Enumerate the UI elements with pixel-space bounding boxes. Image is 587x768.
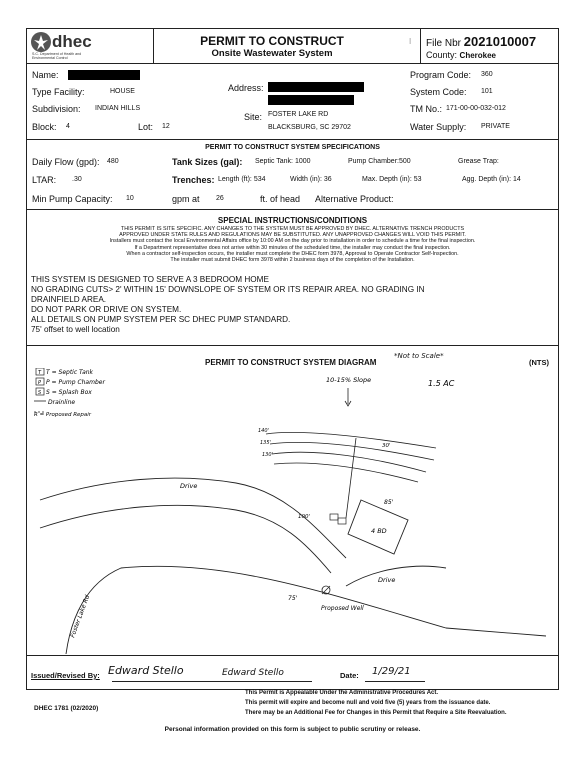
form-number: DHEC 1781 (02/2020): [34, 705, 99, 712]
divider: [27, 63, 558, 64]
house-label: 4 BD: [371, 527, 387, 535]
subdivision-label: Subdivision:: [32, 104, 81, 114]
legend-repair: R = Proposed Repair: [34, 412, 92, 418]
page-title: PERMIT TO CONSTRUCT: [200, 34, 344, 48]
logo-subtext: S.C. Department of Health and Environmental Control: [32, 52, 82, 60]
grease-trap-label: Grease Trap:: [458, 158, 499, 165]
pump-chamber-label: Pump Chamber:: [348, 158, 399, 165]
subdivision-value: INDIAN HILLS: [95, 105, 141, 112]
special-heading: SPECIAL INSTRUCTIONS/CONDITIONS: [217, 216, 368, 225]
expiry-notice: This permit will expire and become null and void five (5) years from the issuance date.: [245, 700, 491, 706]
conditions-list: [31, 275, 551, 335]
page-subtitle: Onsite Wastewater System: [211, 48, 333, 59]
dist-30: 30': [382, 443, 391, 449]
dist-100: 100': [298, 514, 311, 520]
block-label: Block:: [32, 122, 57, 132]
system-code-label: System Code:: [410, 87, 467, 97]
legend-tank-letter: T: [38, 370, 42, 376]
site-line-1: FOSTER LAKE RD: [268, 111, 329, 118]
issued-by-label: Issued/Revised By:: [31, 671, 100, 680]
lot-value: 12: [162, 123, 170, 130]
ltar-label: LTAR:: [32, 175, 57, 185]
dhec-logo: [30, 31, 120, 59]
divider: [27, 345, 558, 346]
water-supply-value: PRIVATE: [481, 123, 510, 130]
drive-edge-right: [346, 566, 446, 586]
divider: [27, 655, 558, 656]
min-pump-label: Min Pump Capacity:: [32, 194, 113, 204]
road-edge: [66, 566, 546, 654]
dist-75: 75': [288, 595, 298, 602]
issuer-name: Edward Stello: [222, 668, 284, 678]
special-terms-line: When a contractor self-inspection occurs, the installer must complete the DHEC form 3978, Approval to Operate Contractor Self-Inspection.: [126, 250, 459, 257]
file-number-value: 2021010007: [463, 34, 537, 49]
daily-flow-label: Daily Flow (gpd):: [32, 157, 100, 167]
max-depth-value: 53: [413, 176, 422, 183]
nts-label: (NTS): [529, 358, 549, 367]
system-code-value: 101: [481, 88, 493, 95]
drainline: [274, 463, 418, 482]
length-value: 534: [253, 176, 266, 183]
program-code-value: 360: [481, 71, 493, 78]
divider: [27, 209, 558, 210]
legend-pump: P = Pump Chamber: [46, 379, 105, 386]
dist-85: 85': [384, 499, 394, 506]
type-facility-label: Type Facility:: [32, 87, 85, 97]
alt-product-label: Alternative Product:: [315, 194, 394, 204]
drive-label-2: Drive: [378, 576, 396, 584]
special-terms-line: If a Department representative does not arrive within 30 minutes of the scheduled time, the installer may conduct the final inspection.: [134, 244, 451, 251]
condition-line: DO NOT PARK OR DRIVE ON SYSTEM.: [31, 305, 182, 314]
site-diagram: [26, 368, 559, 654]
county-label: County:: [426, 50, 458, 60]
septic-tank-label: Septic Tank:: [255, 158, 294, 165]
legend-splash: S = Splash Box: [46, 389, 92, 396]
ltar-value: .30: [72, 176, 82, 183]
min-pump-value: 10: [126, 195, 134, 202]
file-number-label: File Nbr: [426, 38, 462, 49]
block-value: 4: [66, 123, 70, 130]
not-to-scale-note: *Not to Scale*: [394, 352, 444, 360]
pump-chamber-field: [348, 158, 411, 165]
ft-head-label: ft. of head: [260, 194, 301, 204]
scan-mark: I: [409, 37, 412, 46]
privacy-notice: Personal information provided on this form is subject to public scrutiny or release.: [164, 726, 421, 733]
width-value: 36: [323, 176, 332, 183]
drive-label-1: Drive: [180, 482, 198, 490]
date-label: Date:: [340, 671, 359, 680]
signature-line: [112, 681, 312, 682]
slope-percent: 10-15% Slope: [326, 376, 372, 384]
legend-tank: T = Septic Tank: [46, 369, 94, 376]
pump-chamber-value: 500: [398, 158, 411, 165]
date-line: [365, 681, 425, 682]
agg-depth-label: Agg. Depth (in):: [462, 176, 512, 183]
divider: [420, 29, 421, 63]
issuer-signature: Edward Stello: [108, 664, 184, 677]
site-label: Site:: [244, 112, 263, 122]
max-depth-field: [362, 176, 422, 183]
county-value: Cherokee: [459, 51, 497, 60]
max-depth-label: Max. Depth (in):: [362, 176, 412, 183]
condition-line: 75' offset to well location: [31, 325, 120, 334]
program-code-label: Program Code:: [410, 70, 472, 80]
tm-label: TM No.:: [410, 104, 443, 114]
tm-value: 171-00-00-032-012: [446, 105, 506, 112]
specs-heading: PERMIT TO CONSTRUCT SYSTEM SPECIFICATIONS: [205, 144, 380, 151]
legend-pump-letter: P: [38, 380, 42, 386]
special-terms-line: The installer must submit DHEC form 3978 within 2 business days of the completion of the Installation.: [170, 257, 415, 264]
acreage-label: 1.5 AC: [428, 379, 455, 388]
trenches-label: Trenches:: [172, 175, 215, 185]
drainline: [272, 452, 426, 472]
legend-splash-letter: S: [38, 390, 42, 396]
condition-line: NO GRADING CUTS> 2' WITHIN 15' DOWNSLOPE OF SYSTEM OR ITS REPAIR AREA. NO GRADING IN: [31, 285, 425, 294]
length-label: Length (ft):: [218, 176, 252, 183]
dist-130: 130': [262, 452, 273, 458]
tank-sizes-label: Tank Sizes (gal):: [172, 157, 243, 167]
redacted-address: [268, 82, 364, 92]
divider: [27, 139, 558, 140]
appeal-notice: This Permit is Appealable Under the Administrative Procedures Act.: [245, 690, 439, 696]
palmetto-icon: [30, 31, 52, 53]
agg-depth-value: 14: [512, 176, 521, 183]
legend-drainline: Drainline: [48, 399, 76, 406]
width-label: Width (in):: [290, 176, 322, 183]
name-label: Name:: [32, 70, 59, 80]
well-label: Proposed Well: [321, 605, 364, 612]
address-label: Address:: [228, 83, 264, 93]
condition-line: ALL DETAILS ON PUMP SYSTEM PER SC DHEC PUMP STANDARD.: [31, 315, 291, 324]
agg-depth-field: [462, 176, 521, 183]
special-terms-line: Installers must contact the local Environmental Affairs office by 10:00 AM on the day prior to installation in order to schedule a time for the final inspection.: [109, 238, 476, 245]
diagram-heading: PERMIT TO CONSTRUCT SYSTEM DIAGRAM: [205, 358, 377, 367]
special-terms: [26, 226, 559, 263]
redacted-address: [268, 95, 354, 105]
dist-135: 135': [260, 440, 271, 446]
length-field: [218, 176, 266, 183]
pump-chamber-symbol: [338, 518, 346, 524]
condition-line: DRAINFIELD AREA.: [31, 295, 107, 304]
road-label: Foster Lake Rd: [69, 594, 92, 639]
drive-edge-lower: [40, 505, 331, 573]
fee-notice: There may be an Additional Fee for Changes in this Permit that Require a Site Reevaluation.: [245, 710, 507, 716]
site-line-2: BLACKSBURG, SC 29702: [268, 124, 351, 131]
water-supply-label: Water Supply:: [410, 122, 467, 132]
drainline: [270, 442, 434, 460]
lot-label: Lot:: [138, 122, 154, 132]
gpm-at-value: 26: [216, 195, 224, 202]
file-number: [426, 34, 536, 49]
dist-140: 140': [258, 428, 269, 434]
special-terms-line: THIS PERMIT IS SITE SPECIFIC. ANY CHANGES TO THE SYSTEM MUST BE APPROVED BY DHEC. ALTERNATIVE TRENCH PRODUCTS: [120, 226, 465, 232]
septic-tank-symbol: [330, 514, 338, 520]
condition-line: THIS SYSTEM IS DESIGNED TO SERVE A 3 BEDROOM HOME: [31, 275, 269, 284]
gpm-at-label: gpm at: [172, 194, 200, 204]
septic-tank-value: 1000: [294, 158, 311, 165]
special-terms-line: APPROVED UNDER STATE RULES AND REGULATIONS MAY BE SUBSTITUTED. ANY UNAPPROVED CHANGES WILL VOID THIS PERMIT.: [119, 232, 466, 239]
diagram-legend: [34, 368, 105, 418]
type-facility-value: HOUSE: [110, 88, 135, 95]
date-value: 1/29/21: [372, 666, 411, 677]
drainlines: [266, 432, 436, 518]
county: [426, 50, 496, 60]
redacted-name: [68, 70, 140, 80]
logo-wordmark: dhec: [52, 32, 92, 51]
width-field: [290, 176, 332, 183]
septic-tank-field: [255, 158, 311, 165]
supply-line: [346, 438, 356, 518]
daily-flow-value: 480: [107, 158, 119, 165]
